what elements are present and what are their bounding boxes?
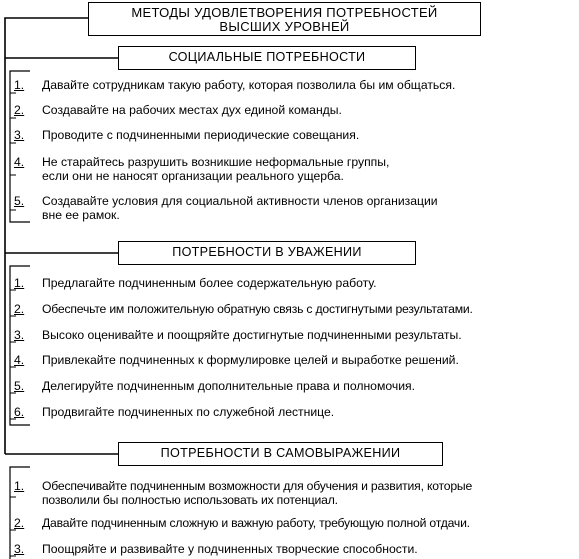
title-line-1: МЕТОДЫ УДОВЛЕТВОРЕНИЯ ПОТРЕБНОСТЕЙ — [131, 5, 438, 20]
item-text: Создавайте условия для социальной активности членов организации вне ее рамок. — [42, 194, 438, 222]
item-text: Поощряйте и развивайте у подчиненных творческие способности. — [42, 542, 418, 556]
item-number: 3. — [14, 328, 25, 342]
heading-self-expression-needs — [118, 442, 443, 466]
heading-esteem-needs — [118, 241, 416, 265]
item-text: Обеспечивайте подчиненным возможности для обучения и развития, которые позволили бы полностью использовать их потенциал. — [42, 479, 473, 507]
item-number: 4. — [14, 353, 25, 367]
item-number: 1. — [14, 479, 25, 493]
item-number: 2. — [14, 302, 25, 316]
heading-self-expression-needs-label: ПОТРЕБНОСТИ В САМОВЫРАЖЕНИИ — [160, 446, 401, 460]
item-text: Продвигайте подчиненных по служебной лестнице. — [42, 405, 335, 419]
item-text: Высоко оценивайте и поощряйте достигнутые подчиненными результаты. — [42, 328, 462, 342]
item-text: Привлекайте подчиненных к формулировке целей и выработке решений. — [42, 353, 459, 367]
item-number: 5. — [14, 379, 25, 393]
item-text: Не старайтесь разрушить возникшие неформальные группы, если они не наносят организации реального ущерба. — [42, 155, 390, 183]
item-number: 6. — [14, 405, 25, 419]
heading-social-needs — [118, 46, 416, 70]
item-number: 5. — [14, 194, 25, 208]
item-text: Проводите с подчиненными периодические совещания. — [42, 128, 360, 142]
item-number: 3. — [14, 128, 25, 142]
item-text: Давайте сотрудникам такую работу, которая позволила бы им общаться. — [42, 78, 456, 92]
item-text: Предлагайте подчиненным более содержательную работу. — [42, 276, 377, 290]
item-text: Делегируйте подчиненным дополнительные права и полномочия. — [42, 379, 415, 393]
heading-social-needs-label: СОЦИАЛЬНЫЕ ПОТРЕБНОСТИ — [168, 50, 366, 64]
item-number: 4. — [14, 155, 25, 169]
item-number: 2. — [14, 516, 25, 530]
title-box — [88, 2, 481, 36]
item-text: Обеспечьте им положительную обратную связь с достигнутыми результатами. — [42, 302, 473, 316]
item-number: 1. — [14, 78, 25, 92]
item-number: 3. — [14, 542, 25, 556]
item-number: 1. — [14, 276, 25, 290]
title-line-2: ВЫСШИХ УРОВНЕЙ — [219, 19, 350, 34]
item-text: Создавайте на рабочих местах дух единой команды. — [42, 103, 342, 117]
item-number: 2. — [14, 103, 25, 117]
item-text: Давайте подчиненным сложную и важную работу, требующую полной отдачи. — [42, 516, 470, 530]
heading-esteem-needs-label: ПОТРЕБНОСТИ В УВАЖЕНИИ — [172, 245, 362, 259]
